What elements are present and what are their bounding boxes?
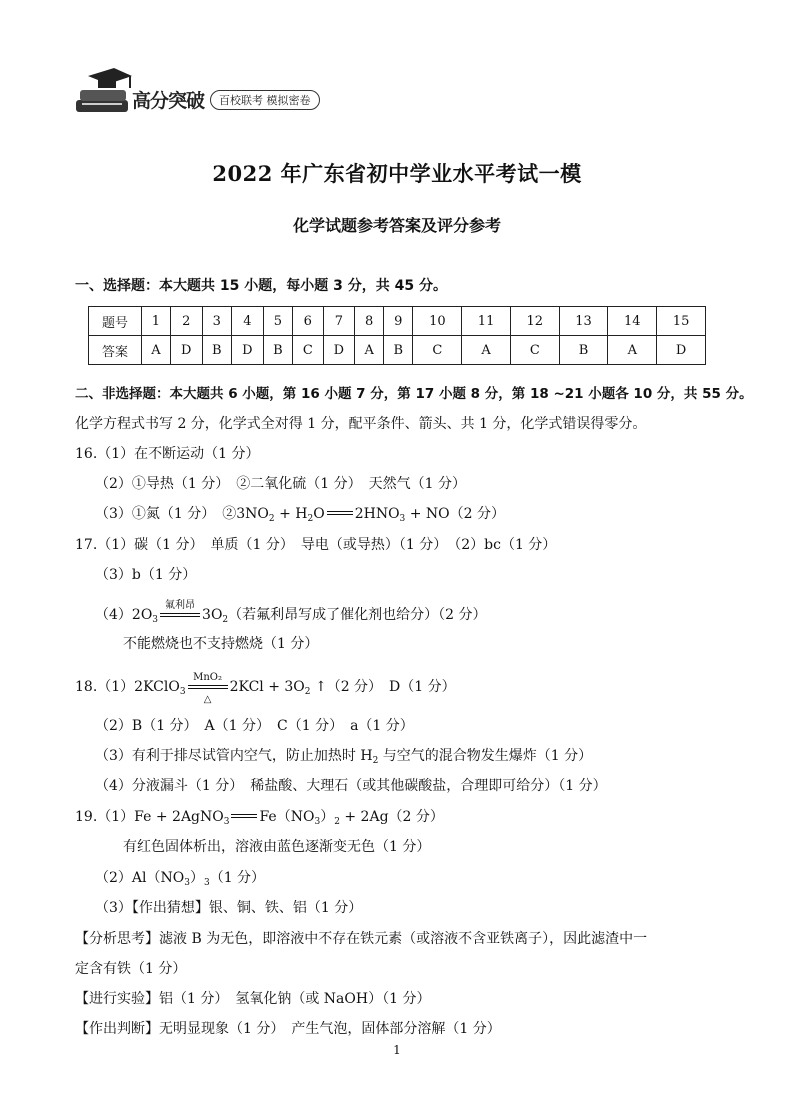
text: 与空气的混合物发生爆炸（1 分） — [378, 748, 593, 764]
q19-line7: 【进行实验】铝（1 分） 氢氧化钠（或 NaOH）（1 分） — [75, 991, 431, 1007]
section2-heading: 二、非选择题：本大题共 6 小题，第 16 小题 7 分，第 17 小题 8 分，第 18 ~21 小题各 10 分，共 55 分。 — [75, 386, 753, 402]
text: 18.（1）2KClO — [75, 679, 180, 695]
q18-line2: （2）B（1 分） A（1 分） C（1 分） a（1 分） — [95, 718, 414, 734]
q17-line1: 17.（1）碳（1 分） 单质（1 分） 导电（或导热）（1 分） （2）bc（1 分） — [75, 537, 557, 553]
text: + 2Ag（2 分） — [339, 809, 444, 825]
text: 2HNO — [354, 506, 400, 522]
row-label-number: 题号 — [89, 307, 142, 336]
q17-line4: 不能燃烧也不支持燃烧（1 分） — [123, 636, 319, 652]
question-number: 13 — [559, 307, 608, 336]
text: + H — [274, 506, 308, 522]
subscript: 3 — [399, 514, 406, 524]
text: + NO（2 分） — [405, 506, 505, 522]
logo-brand: 高分突破 — [132, 90, 205, 112]
answer-cell: B — [559, 336, 608, 365]
text: （3）有利于排尽试管内空气，防止加热时 H — [95, 748, 373, 764]
row-label-answer: 答案 — [89, 336, 142, 365]
text: ↑（2 分） D（1 分） — [310, 679, 456, 695]
q19-line5: 【分析思考】滤液 B 为无色，即溶液中不存在铁元素（或溶液不含亚铁离子），因此滤渣中一 — [75, 931, 648, 947]
question-number: 9 — [384, 307, 413, 336]
q19-line2: 有红色固体析出，溶液由蓝色逐渐变无色（1 分） — [123, 839, 431, 855]
answer-cell: C — [510, 336, 559, 365]
subscript: 3 — [179, 687, 186, 697]
answer-cell: C — [413, 336, 462, 365]
scoring-rule: 化学方程式书写 2 分，化学式全对得 1 分，配平条件、箭头、共 1 分，化学式错误得零分。 — [75, 416, 647, 432]
answer-cell: B — [384, 336, 413, 365]
condition-top: MnO₂ — [193, 672, 223, 683]
answer-cell: B — [202, 336, 231, 365]
subscript: 2 — [307, 514, 314, 524]
subscript: 2 — [222, 615, 229, 625]
subscript: 3 — [223, 817, 230, 827]
text: 2KCl + 3O — [229, 679, 305, 695]
question-number: 4 — [231, 307, 263, 336]
text: （1 分） — [209, 870, 266, 886]
answer-cell: C — [293, 336, 323, 365]
q16-line2: （2）①导热（1 分） ②二氧化硫（1 分） 天然气（1 分） — [95, 476, 466, 492]
equals-sign — [325, 509, 355, 519]
reaction-condition — [158, 600, 202, 625]
answer-cell: D — [170, 336, 202, 365]
text: 3O — [202, 607, 223, 623]
q19-line8: 【作出判断】无明显现象（1 分） 产生气泡，固体部分溶解（1 分） — [75, 1021, 501, 1037]
q16-line3 — [95, 504, 505, 529]
question-number: 8 — [355, 307, 384, 336]
question-number: 15 — [657, 307, 706, 336]
answer-cell: A — [142, 336, 171, 365]
text: （2）Al（NO — [95, 870, 185, 886]
text: O — [313, 506, 325, 522]
subscript: 2 — [268, 514, 275, 524]
answer-cell: A — [355, 336, 384, 365]
q19-line3 — [95, 868, 265, 893]
answer-cell: A — [462, 336, 511, 365]
question-number: 6 — [293, 307, 323, 336]
book-stack-icon — [74, 66, 134, 118]
question-number: 2 — [170, 307, 202, 336]
question-number: 12 — [510, 307, 559, 336]
condition-bottom: △ — [203, 694, 212, 705]
answer-table — [88, 306, 706, 365]
subscript: 3 — [184, 878, 190, 888]
answer-cell: D — [323, 336, 355, 365]
question-number: 3 — [202, 307, 231, 336]
answer-cell: D — [657, 336, 706, 365]
page-subtitle: 化学试题参考答案及评分参考 — [292, 216, 501, 235]
q18-line3 — [95, 746, 592, 771]
text: （3）①氮（1 分） ②3NO — [95, 506, 269, 522]
subscript: 3 — [314, 817, 321, 827]
q19-line4: （3）【作出猜想】银、铜、铁、铝（1 分） — [95, 900, 363, 916]
text: （4）2O — [95, 607, 153, 623]
logo — [74, 66, 364, 118]
q17-line2: （3）b（1 分） — [95, 567, 197, 583]
q19-line1 — [75, 807, 444, 832]
subscript: 2 — [372, 756, 379, 766]
text: Fe（NO — [259, 809, 315, 825]
condition-text: 氟利昂 — [165, 600, 196, 611]
question-number: 14 — [608, 307, 657, 336]
answer-cell: A — [608, 336, 657, 365]
q18-line1 — [75, 672, 456, 705]
subscript: 3 — [152, 615, 159, 625]
text: （若氟利昂写成了催化剂也给分）（2 分） — [228, 607, 487, 623]
page-number: 1 — [393, 1043, 401, 1057]
question-number: 1 — [142, 307, 171, 336]
text: 19.（1）Fe + 2AgNO — [75, 809, 224, 825]
q18-line4: （4）分液漏斗（1 分） 稀盐酸、大理石（或其他碳酸盐，合理即可给分）（1 分） — [95, 778, 607, 794]
question-number: 5 — [263, 307, 292, 336]
question-number: 11 — [462, 307, 511, 336]
section1-heading: 一、选择题：本大题共 15 小题，每小题 3 分，共 45 分。 — [75, 278, 447, 294]
subscript: 3 — [203, 878, 210, 888]
table-row-answers — [89, 336, 706, 365]
page-title: 2022 年广东省初中学业水平考试一模 — [212, 161, 582, 186]
reaction-condition — [186, 672, 230, 705]
answer-cell: B — [263, 336, 292, 365]
text: ） — [189, 870, 204, 886]
table-row-numbers — [89, 307, 706, 336]
q19-line6: 定含有铁（1 分） — [75, 961, 187, 977]
logo-badge: 百校联考 模拟密卷 — [210, 90, 320, 110]
question-number: 7 — [323, 307, 355, 336]
subscript: 2 — [334, 817, 340, 827]
q17-line3 — [95, 600, 487, 630]
q16-line1: 16.（1）在不断运动（1 分） — [75, 446, 260, 462]
text: ） — [320, 809, 335, 825]
answer-cell: D — [231, 336, 263, 365]
subscript: 2 — [304, 687, 311, 697]
question-number: 10 — [413, 307, 462, 336]
equals-sign — [229, 812, 259, 822]
